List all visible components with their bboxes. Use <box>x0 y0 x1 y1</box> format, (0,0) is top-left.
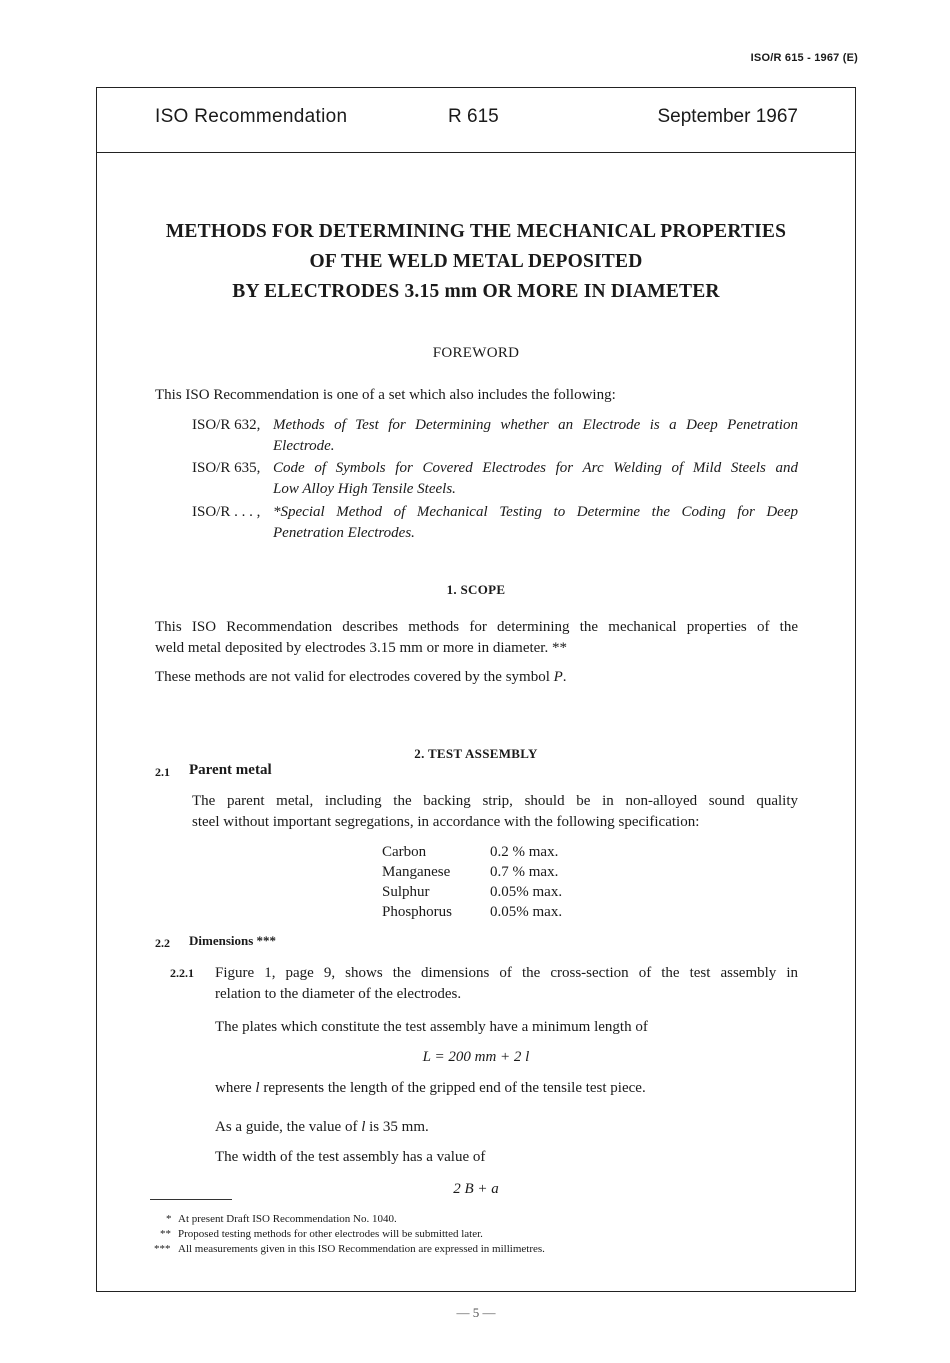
composition-element: Carbon <box>382 844 427 860</box>
guide-value-post: is 35 mm. <box>365 1119 429 1135</box>
length-formula: L = 200 mm + 2 l <box>422 1049 530 1065</box>
dimensions-text-line-1: Figure 1, page 9, shows the dimensions of the cross-section of the test assembly in <box>215 965 798 981</box>
gripped-end-post: represents the length of the gripped end of the tensile test piece. <box>259 1080 646 1096</box>
title-line-1: METHODS FOR DETERMINING THE MECHANICAL PROPERTIES <box>165 221 787 242</box>
footnote-text: All measurements given in this ISO Recommendation are expressed in millimetres. <box>178 1243 545 1255</box>
foreword-item-title: *Special Method of Mechanical Testing to Determine the Coding for Deep <box>273 504 798 520</box>
foreword-heading: FOREWORD <box>432 345 520 361</box>
gripped-end-text <box>215 1078 646 1098</box>
composition-limit: 0.05% max. <box>490 884 563 900</box>
foreword-item-ref: ISO/R . . . , <box>192 504 261 520</box>
foreword-item-ref: ISO/R 632, <box>192 417 261 433</box>
foreword-item-title-cont: Low Alloy High Tensile Steels. <box>273 481 456 497</box>
footnote-text: At present Draft ISO Recommendation No. 1040. <box>178 1213 397 1225</box>
scope-validity-end: . <box>562 669 567 685</box>
footnote-rule <box>150 1199 232 1200</box>
composition-element: Manganese <box>382 864 451 880</box>
parent-metal-text-line-1: The parent metal, including the backing strip, should be in non-alloyed sound quality <box>192 793 798 809</box>
parent-metal-heading: Parent metal <box>189 762 272 778</box>
variable-l: l <box>255 1080 260 1096</box>
width-formula: 2 B + a <box>453 1181 499 1197</box>
dimensions-heading: Dimensions *** <box>189 933 277 948</box>
footnote-mark: ** <box>160 1228 171 1240</box>
composition-limit: 0.05% max. <box>490 904 563 920</box>
foreword-intro: This ISO Recommendation is one of a set which also includes the following: <box>155 387 616 403</box>
page-number: — 5 — <box>456 1305 496 1320</box>
header-number: R 615 <box>448 106 499 127</box>
title-line-2: OF THE WELD METAL DEPOSITED <box>309 251 643 272</box>
foreword-item-title-cont: Penetration Electrodes. <box>273 525 415 541</box>
scope-paragraph-line-1: This ISO Recommendation describes methods for determining the mechanical properties of the <box>155 619 798 635</box>
guide-value-text <box>215 1117 429 1137</box>
section-number-2-1: 2.1 <box>155 765 170 779</box>
scope-validity-text: These methods are not valid for electrodes covered by the symbol <box>155 669 554 685</box>
composition-element: Sulphur <box>382 884 430 900</box>
variable-l: l <box>361 1119 366 1135</box>
section-number-2-2: 2.2 <box>155 936 170 950</box>
footnote-mark: * <box>166 1213 172 1225</box>
width-text: The width of the test assembly has a value of <box>215 1149 486 1165</box>
scope-heading: 1. SCOPE <box>446 582 506 597</box>
symbol-p: P <box>553 669 563 685</box>
foreword-item-title-cont: Electrode. <box>273 438 335 454</box>
composition-element: Phosphorus <box>382 904 453 920</box>
foreword-item-title: Methods of Test for Determining whether an Electrode is a Deep Penetration <box>273 417 798 433</box>
test-assembly-heading: 2. TEST ASSEMBLY <box>414 746 538 761</box>
composition-limit: 0.2 % max. <box>490 844 559 860</box>
header-divider <box>96 152 856 153</box>
header-date: September 1967 <box>657 106 798 127</box>
footnote-text: Proposed testing methods for other electrodes will be submitted later. <box>178 1228 483 1240</box>
foreword-item-title: Code of Symbols for Covered Electrodes for Arc Welding of Mild Steels and <box>273 460 798 476</box>
composition-limit: 0.7 % max. <box>490 864 559 880</box>
section-number-2-2-1: 2.2.1 <box>170 966 194 980</box>
scope-paragraph-line-2: weld metal deposited by electrodes 3.15 mm or more in diameter. ** <box>155 640 567 656</box>
gripped-end-pre: where <box>215 1080 256 1096</box>
footnote-mark: *** <box>154 1243 171 1255</box>
dimensions-text-line-2: relation to the diameter of the electrodes. <box>215 986 462 1002</box>
guide-value-pre: As a guide, the value of <box>215 1119 362 1135</box>
document-reference: ISO/R 615 - 1967 (E) <box>750 52 858 64</box>
header-series: ISO Recommendation <box>155 106 348 127</box>
foreword-item-ref: ISO/R 635, <box>192 460 261 476</box>
scope-validity-note <box>155 667 567 687</box>
plates-length-text: The plates which constitute the test assembly have a minimum length of <box>215 1019 648 1035</box>
parent-metal-text-line-2: steel without important segregations, in accordance with the following specification: <box>192 814 700 830</box>
title-line-3: BY ELECTRODES 3.15 mm OR MORE IN DIAMETER <box>232 281 720 302</box>
